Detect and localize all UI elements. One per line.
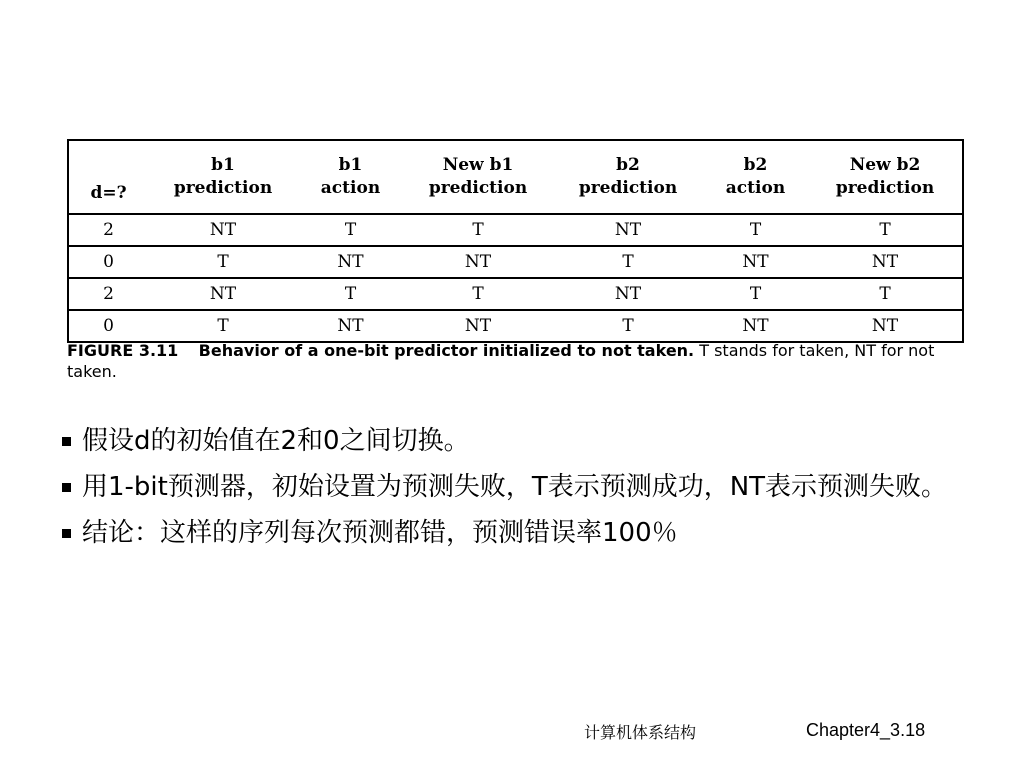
header-b1-action <box>298 140 403 214</box>
header-b2-prediction <box>553 140 703 214</box>
table-cell: T <box>553 246 703 278</box>
table-row <box>68 246 963 278</box>
table-cell: T <box>298 278 403 310</box>
header-line: action <box>320 178 381 198</box>
table-cell: NT <box>553 278 703 310</box>
table-cell: NT <box>703 246 808 278</box>
table-cell: NT <box>148 278 298 310</box>
header-line: New b2 <box>849 155 921 175</box>
header-d-line1: d=? <box>90 183 127 203</box>
header-b1-prediction <box>148 140 298 214</box>
table-cell: NT <box>464 316 492 336</box>
square-bullet-icon <box>62 529 71 538</box>
header-d <box>68 140 148 214</box>
table-cell: T <box>403 278 553 310</box>
header-line: b2 <box>743 155 768 175</box>
header-line: action <box>725 178 786 198</box>
caption-rest-text: T stands for taken, NT for not taken. <box>67 341 935 381</box>
table-cell: T <box>298 214 403 246</box>
header-line: New b1 <box>442 155 514 175</box>
table-cell: NT <box>337 316 364 336</box>
table-row <box>68 310 963 342</box>
table-cell: NT <box>298 246 403 278</box>
table-cell: NT <box>403 246 553 278</box>
caption-bold-text: Behavior of a one-bit predictor initialized to not taken. <box>198 341 695 360</box>
table-row <box>68 214 963 246</box>
footer-course-title: 计算机体系结构 <box>584 723 697 742</box>
table-cell: T <box>808 278 963 310</box>
table-cell: 0 <box>68 246 148 278</box>
predictor-table-container <box>67 139 962 343</box>
table-cell: T <box>403 214 553 246</box>
table-cell: T <box>148 246 298 278</box>
header-new-b1-prediction <box>403 140 553 214</box>
table-cell: T <box>622 316 634 336</box>
predictor-behavior-table <box>67 139 964 343</box>
header-line: b2 <box>616 155 640 175</box>
table-cell: NT <box>148 214 298 246</box>
figure-label: FIGURE 3.11 <box>67 341 179 360</box>
table-cell: T <box>808 214 963 246</box>
table-cell: NT <box>871 316 899 336</box>
header-line: prediction <box>835 178 935 198</box>
table-cell: NT <box>742 316 769 336</box>
table-cell: T <box>703 278 808 310</box>
table-cell: T <box>217 316 229 336</box>
table-cell: 2 <box>68 278 148 310</box>
header-line: prediction <box>428 178 528 198</box>
header-line: b1 <box>338 155 363 175</box>
table-cell: 0 <box>103 316 114 336</box>
header-line: prediction <box>173 178 273 198</box>
header-new-b2-prediction <box>808 140 963 214</box>
table-row <box>68 278 963 310</box>
table-cell: T <box>703 214 808 246</box>
bullet-item <box>62 466 962 508</box>
bullet-text: 用1-bit预测器，初始设置为预测失败，T表示预测成功，NT表示预测失败。 <box>82 472 948 502</box>
table-cell: NT <box>808 246 963 278</box>
header-line: prediction <box>578 178 678 198</box>
bullet-item <box>62 512 962 554</box>
square-bullet-icon <box>62 483 71 492</box>
table-header-row <box>68 140 963 214</box>
bullet-text: 假设d的初始值在2和0之间切换。 <box>82 426 470 456</box>
header-b2-action <box>703 140 808 214</box>
footer-slide-number: Chapter4_3.18 <box>806 720 926 740</box>
header-line: b1 <box>211 155 235 175</box>
bullet-list <box>62 420 962 558</box>
figure-caption <box>67 340 967 382</box>
bullet-item <box>62 420 962 462</box>
table-cell: NT <box>553 214 703 246</box>
bullet-text: 结论：这样的序列每次预测都错，预测错误率100％ <box>82 518 678 548</box>
table-cell: 2 <box>68 214 148 246</box>
square-bullet-icon <box>62 437 71 446</box>
